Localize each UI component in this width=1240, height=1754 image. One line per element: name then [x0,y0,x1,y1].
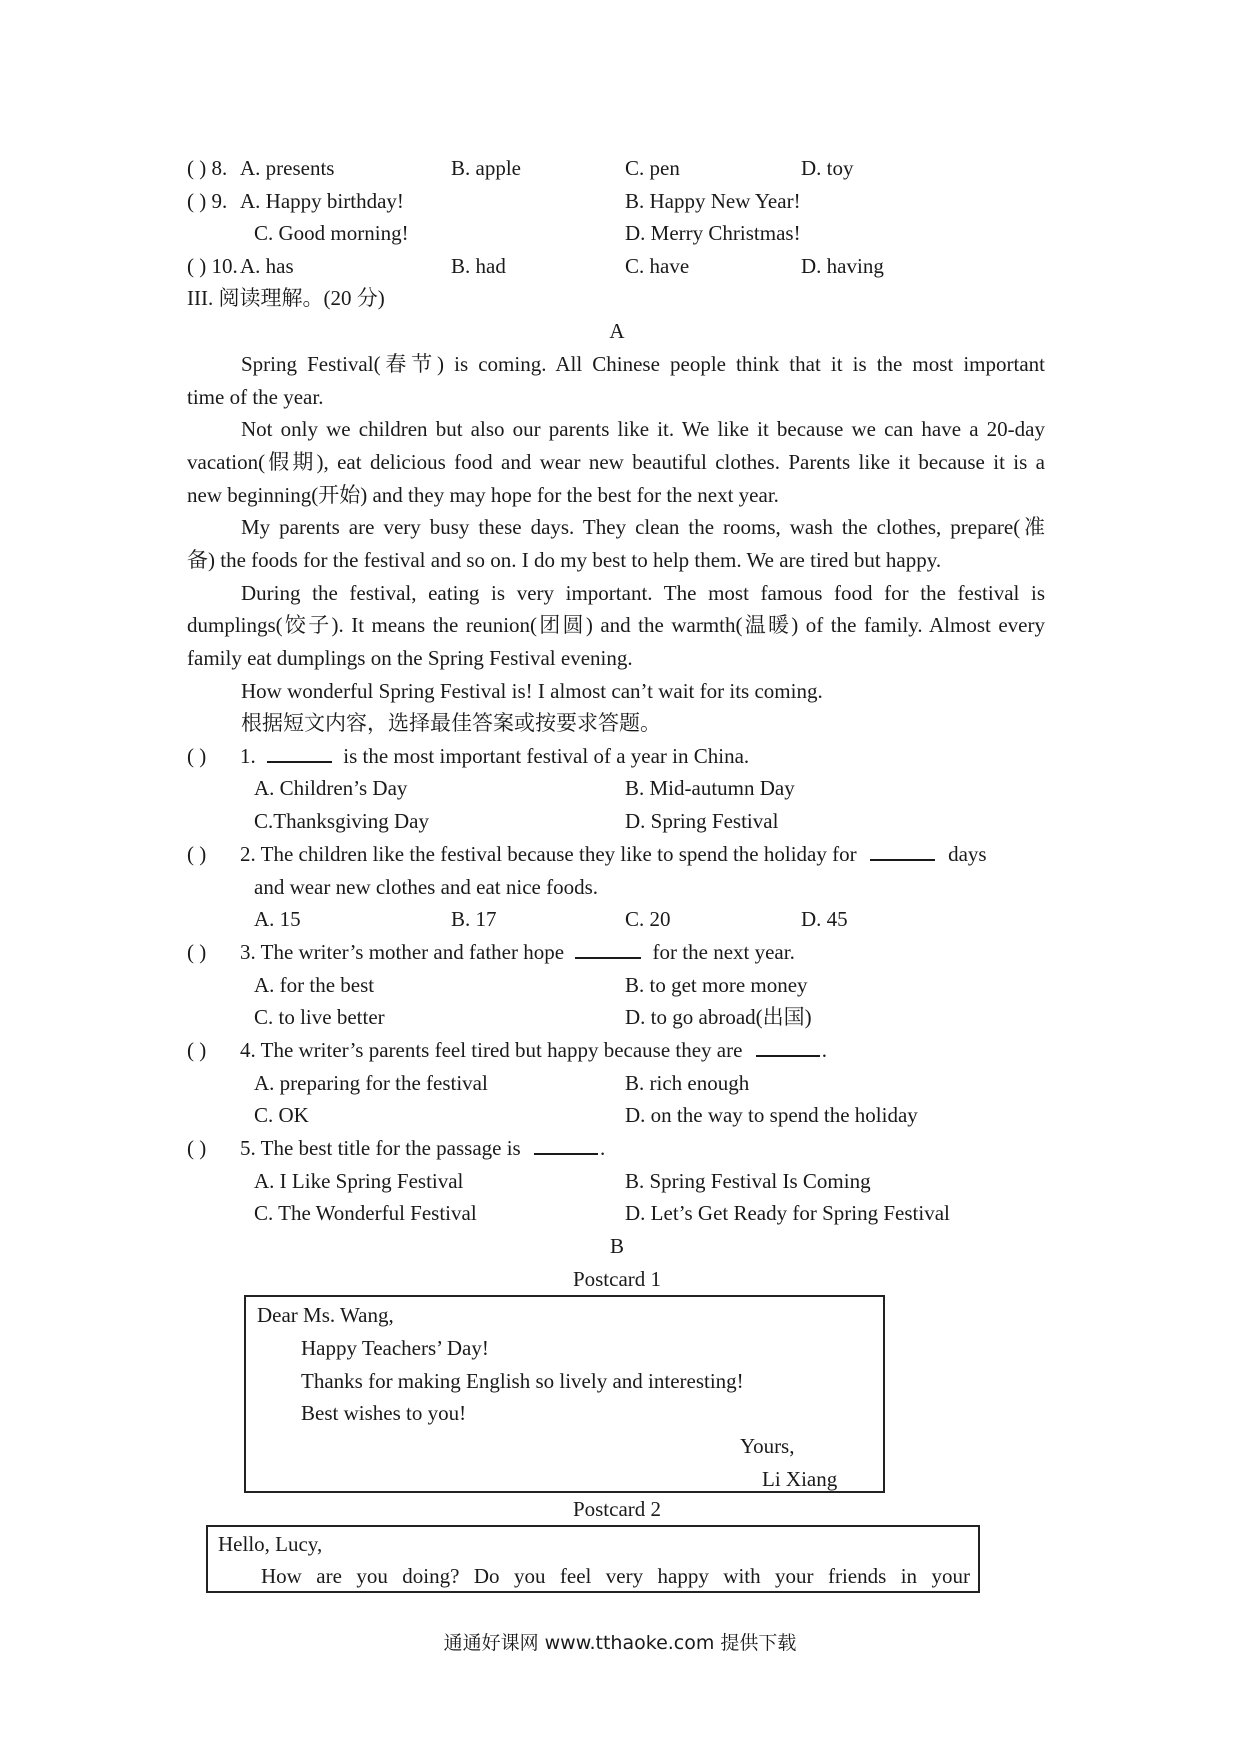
option-c: C.Thanksgiving Day [254,809,429,833]
footer: 通通好课网 www.tthaoke.com 提供下载 [443,1632,797,1654]
option-a: A. for the best [254,973,375,997]
option-b: B. to get more money [625,973,808,997]
passage-a-line: My parents are very busy these days. They clean the rooms, wash the clothes, prepare(准 [241,515,1045,539]
question-stem-end: . [599,1136,606,1160]
answer-blank[interactable] [534,1135,598,1155]
question-10 [187,250,1047,282]
option-b: B. Happy New Year! [625,189,801,213]
option-b: B. apple [451,156,521,180]
question-stem-cont: and wear new clothes and eat nice foods. [254,875,599,899]
passage-a-line: Not only we children but also our parents like it. We like it because we can have a 20-day [241,417,1045,441]
passage-b-label: B [609,1234,624,1258]
answer-paren: ( ) 10. [187,254,238,278]
passage-a-line: dumplings(饺子). It means the reunion(团圆) and the warmth(温暖) of the family. Almost every [187,613,1045,637]
question-stem-end: . [821,1038,827,1062]
answer-paren: ( ) 8. [187,156,228,180]
option-c: C. pen [625,156,680,180]
option-c: C. have [625,254,690,278]
answer-paren: ( ) [187,1136,207,1160]
postcard-1 [244,1295,885,1493]
question-8 [187,152,1047,184]
question-stem: 3. The writer’s mother and father hope [240,940,565,964]
option-b: B. 17 [451,907,497,931]
option-d: D. Let’s Get Ready for Spring Festival [625,1201,950,1225]
answer-blank[interactable] [575,939,641,959]
answer-blank[interactable] [870,841,935,861]
option-a: A. Children’s Day [254,776,408,800]
postcard-line: How are you doing? Do you feel very happy with your friends in your [261,1564,970,1588]
question-3 [187,936,1047,968]
answer-paren: ( ) 9. [187,189,228,213]
passage-a-label: A [609,319,625,343]
passage-a-line: Spring Festival(春节) is coming. All Chinese people think that it is the most important [241,352,1045,376]
question-2-options [187,903,1047,935]
question-4-options [187,1099,1047,1131]
question-1-options [187,772,1047,804]
question-4 [187,1034,1047,1066]
question-9-row2 [187,217,1047,249]
question-5 [187,1132,1047,1164]
question-1 [187,740,1047,772]
option-c: C. OK [254,1103,309,1127]
postcard-1-title: Postcard 1 [572,1267,662,1291]
question-1-options [187,805,1047,837]
option-a: A. preparing for the festival [254,1071,488,1095]
answer-paren: ( ) [187,1038,207,1062]
question-5-options [187,1165,1047,1197]
passage-a-line: family eat dumplings on the Spring Festival evening. [187,646,633,670]
postcard-line: Best wishes to you! [301,1401,467,1425]
postcard-2-title: Postcard 2 [572,1497,662,1521]
passage-a-line: time of the year. [187,385,324,409]
option-d: D. on the way to spend the holiday [625,1103,918,1127]
question-3-options [187,1001,1047,1033]
instruction: 根据短文内容，选择最佳答案或按要求答题。 [241,711,661,735]
question-2 [187,838,1047,870]
option-c: C. The Wonderful Festival [254,1201,477,1225]
answer-paren: ( ) [187,744,207,768]
postcard-closing: Yours, [740,1434,795,1458]
option-d: D. Spring Festival [625,809,779,833]
option-b: B. Mid-autumn Day [625,776,795,800]
postcard-2 [206,1525,980,1593]
option-d: D. toy [801,156,854,180]
question-5-options [187,1197,1047,1229]
postcard-greeting: Hello, Lucy, [218,1532,323,1556]
postcard-greeting: Dear Ms. Wang, [257,1303,394,1327]
option-d: D. Merry Christmas! [625,221,801,245]
question-2-cont [187,871,1047,903]
postcard-line: Happy Teachers’ Day! [301,1336,489,1360]
postcard-signature: Li Xiang [762,1467,838,1491]
question-stem: 2. The children like the festival because they like to spend the holiday for [240,842,857,866]
question-9 [187,185,1047,217]
question-stem: 4. The writer’s parents feel tired but happy because they are [240,1038,743,1062]
option-a: A. 15 [254,907,301,931]
answer-paren: ( ) [187,842,207,866]
answer-blank[interactable] [267,743,332,763]
passage-a-line: During the festival, eating is very important. The most famous food for the festival is [241,581,1045,605]
question-stem: is the most important festival of a year in China. [343,744,750,768]
option-d: D. to go abroad(出国) [625,1005,812,1029]
answer-blank[interactable] [756,1037,820,1057]
option-d: D. 45 [801,907,848,931]
question-stem: 5. The best title for the passage is [240,1136,521,1160]
option-b: B. Spring Festival Is Coming [625,1169,871,1193]
option-a: A. Happy birthday! [240,189,404,213]
option-b: B. had [451,254,506,278]
option-d: D. having [801,254,884,278]
question-stem-end: for the next year. [652,940,795,964]
section-heading: III. 阅读理解。(20 分) [187,286,385,310]
option-c: C. to live better [254,1005,385,1029]
passage-a-line: 备) the foods for the festival and so on. I do my best to help them. We are tired but happy. [187,548,942,572]
option-a: A. has [240,254,294,278]
option-c: C. Good morning! [254,221,409,245]
question-stem-end: days [948,842,987,866]
question-3-options [187,969,1047,1001]
option-a: A. I Like Spring Festival [254,1169,464,1193]
answer-paren: ( ) [187,940,207,964]
passage-a-line: new beginning(开始) and they may hope for the best for the next year. [187,483,779,507]
option-b: B. rich enough [625,1071,750,1095]
option-a: A. presents [240,156,335,180]
question-number: 1. [240,744,256,768]
postcard-line: Thanks for making English so lively and interesting! [301,1369,744,1393]
passage-a-line: vacation(假期), eat delicious food and wear new beautiful clothes. Parents like it because it is a [187,450,1045,474]
question-4-options [187,1067,1047,1099]
option-c: C. 20 [625,907,671,931]
passage-a-line: How wonderful Spring Festival is! I almost can’t wait for its coming. [241,679,823,703]
